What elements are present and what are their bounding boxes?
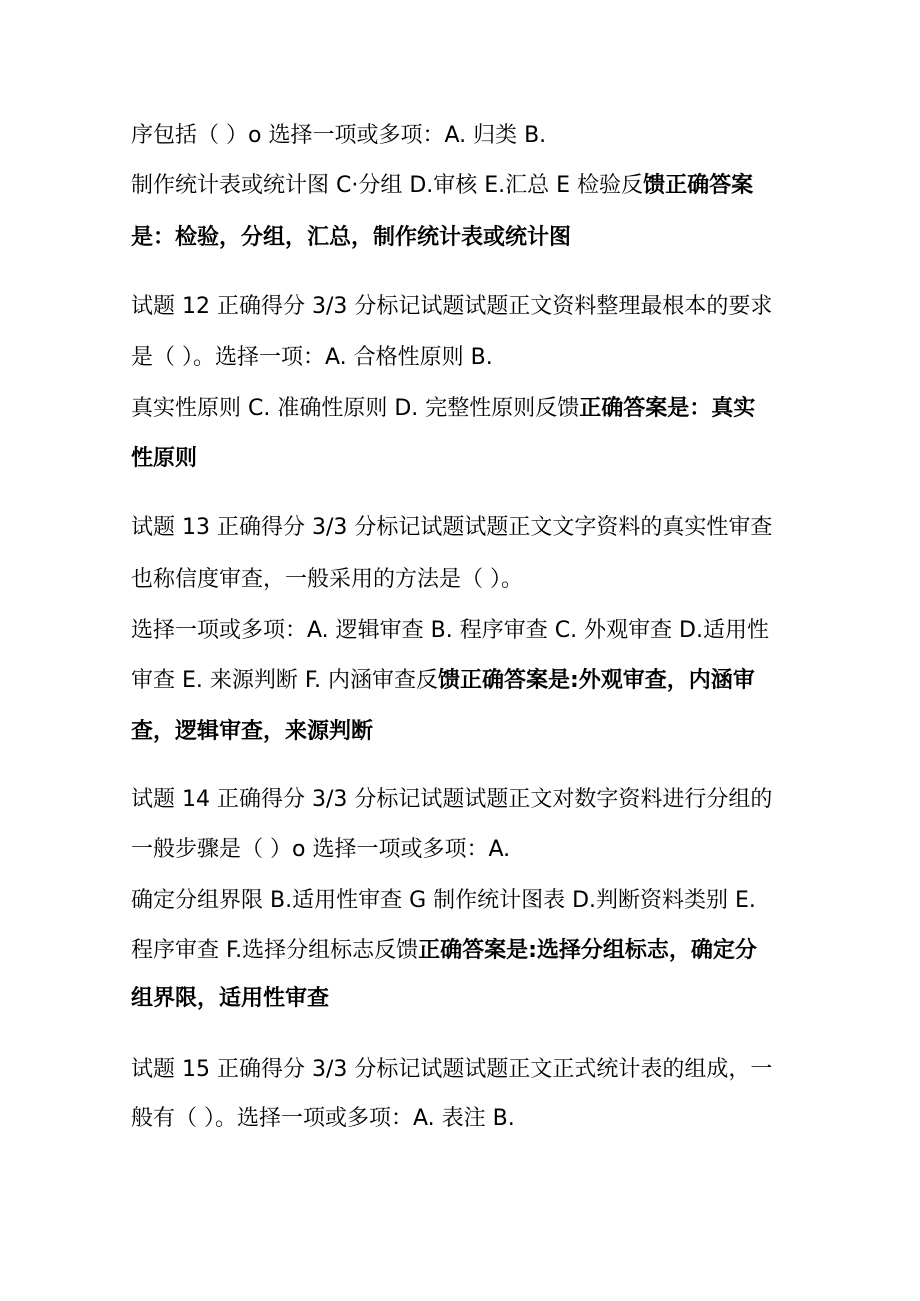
- text-line: [131, 785, 772, 815]
- text-run: 制作统计表或统计图 C·分组 D.审核 E.汇总 E 检验反: [131, 173, 644, 198]
- text-run: 般有（ ）。选择一项或多项：A. 表注 B.: [131, 1106, 515, 1131]
- text-run: 真实性原则 C. 准确性原则 D. 完整性原则反馈: [131, 396, 580, 421]
- answer-text: 性原则: [131, 446, 198, 471]
- answer-line: [131, 223, 571, 253]
- text-line: [131, 936, 757, 966]
- text-run: 是（ ）。选择一项：A. 合格性原则 B.: [131, 345, 493, 370]
- text-run: 序包括（ ）o 选择一项或多项：A. 归类 B.: [131, 123, 547, 148]
- text-run: 选择一项或多项：A. 逻辑审查 B. 程序审查 C. 外观审查 D.适用性: [131, 618, 769, 643]
- answer-text: 查，逻辑审查，来源判断: [131, 719, 374, 744]
- text-line: [131, 886, 756, 916]
- answer-line: [131, 717, 373, 747]
- answer-text: 正确答案是：真实: [579, 396, 756, 421]
- text-run: 试题 15 正确得分 3/3 分标记试题试题正文正式统计表的组成，一: [131, 1057, 773, 1082]
- text-line: [131, 1104, 515, 1134]
- answer-text: 是：检验，分组，汇总，制作统计表或统计图: [131, 225, 572, 250]
- text-run: 试题 12 正确得分 3/3 分标记试题试题正文资料整理最根本的要求: [131, 294, 773, 319]
- text-run: 试题 13 正确得分 3/3 分标记试题试题正文文字资料的真实性审查: [131, 515, 773, 540]
- text-line: [131, 121, 546, 151]
- answer-text: 馈正确答案: [643, 173, 754, 198]
- text-run: 程序审查 F.选择分组标志反馈: [131, 938, 419, 963]
- answer-text: 组界限，适用性审查: [131, 986, 330, 1011]
- answer-line: [131, 984, 329, 1014]
- text-line: [131, 616, 769, 646]
- text-line: [131, 513, 772, 543]
- answer-text: 馈正确答案是:外观审查，内涵审: [437, 668, 755, 693]
- text-run: 也称信度审查，一般采用的方法是（ ）。: [131, 567, 523, 592]
- text-line: [131, 292, 772, 322]
- text-line: [131, 666, 755, 696]
- text-line: [131, 835, 510, 865]
- text-line: [131, 565, 523, 595]
- text-line: [131, 343, 493, 373]
- text-run: 确定分组界限 B.适用性审查 G 制作统计图表 D.判断资料类别 E.: [131, 888, 756, 913]
- text-run: 一般步骤是（ ）o 选择一项或多项：A.: [131, 837, 511, 862]
- text-line: [131, 1055, 772, 1085]
- text-run: 审查 E. 来源判断 F. 内涵审查反: [131, 668, 438, 693]
- text-run: 试题 14 正确得分 3/3 分标记试题试题正文对数字资料进行分组的: [131, 787, 773, 812]
- answer-line: [131, 444, 197, 474]
- text-line: [131, 394, 755, 424]
- text-line: [131, 171, 753, 201]
- answer-text: 正确答案是:选择分组标志，确定分: [418, 938, 757, 963]
